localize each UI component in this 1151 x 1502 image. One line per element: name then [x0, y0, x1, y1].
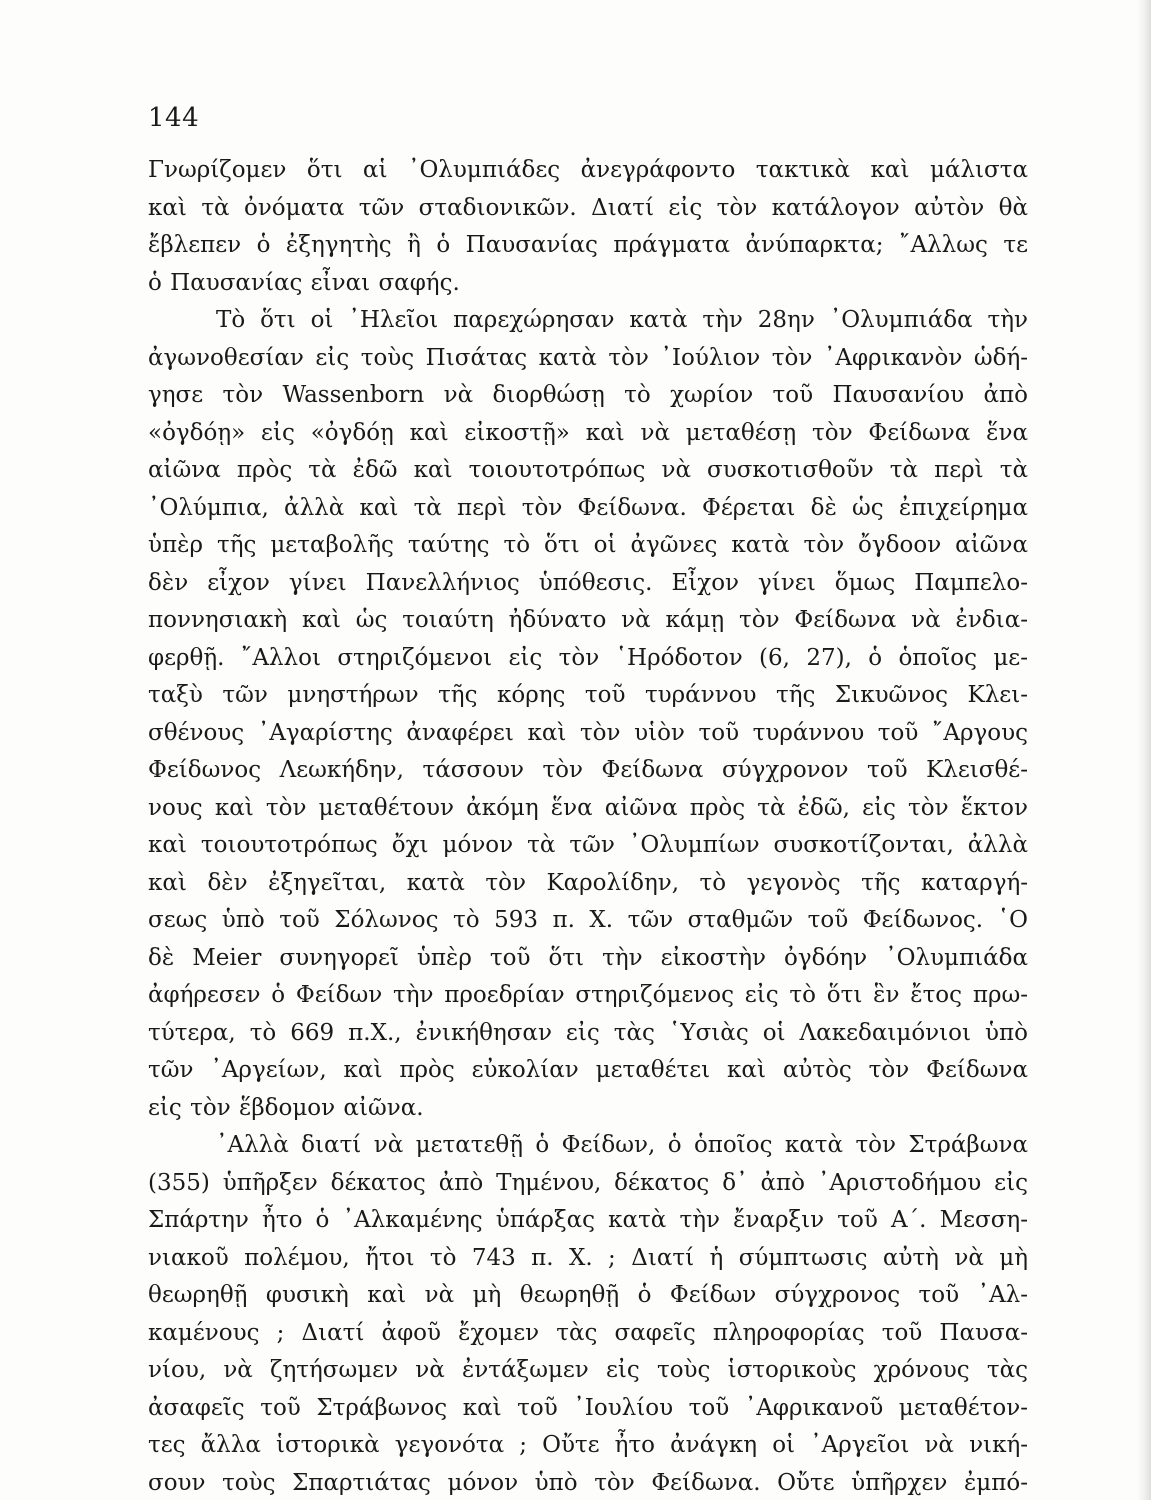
text-line: Φείδωνος Λεωκήδην, τάσσουν τὸν Φείδωνα σύγχρονον τοῦ Κλεισθέ-	[148, 752, 1028, 790]
text-line: θεωρηθῇ φυσικὴ καὶ νὰ μὴ θεωρηθῇ ὁ Φείδων σύγχρονος τοῦ ᾿Αλ-	[148, 1277, 1028, 1315]
text-line: ὑπὲρ τῆς μεταβολῆς ταύτης τὸ ὅτι οἱ ἀγῶνες κατὰ τὸν ὄγδοον αἰῶνα	[148, 527, 1028, 565]
text-line: ὁ Παυσανίας εἶναι σαφής.	[148, 265, 1028, 303]
text-line: ἀγωνοθεσίαν εἰς τοὺς Πισάτας κατὰ τὸν ᾿Ιούλιον τὸν ᾿Αφρικανὸν ὡδή-	[148, 340, 1028, 378]
text-line: ᾿Ολύμπια, ἀλλὰ καὶ τὰ περὶ τὸν Φείδωνα. Φέρεται δὲ ὡς ἐπιχείρημα	[148, 490, 1028, 528]
text-line: Σπάρτην ἦτο ὁ ᾿Αλκαμένης ὑπάρξας κατὰ τὴν ἔναρξιν τοῦ Α΄. Μεσση-	[148, 1202, 1028, 1240]
page-edge-shadow	[1137, 0, 1151, 1500]
text-line: Γνωρίζομεν ὅτι αἱ ᾿Ολυμπιάδες ἀνεγράφοντο τακτικὰ καὶ μάλιστα	[148, 152, 1028, 190]
text-line: σθένους ᾿Αγαρίστης ἀναφέρει καὶ τὸν υἱὸν τοῦ τυράννου τοῦ ῎Αργους	[148, 715, 1028, 753]
text-line: ᾿Αλλὰ διατί νὰ μετατεθῇ ὁ Φείδων, ὁ ὁποῖος κατὰ τὸν Στράβωνα	[148, 1127, 1028, 1165]
text-line: τες ἄλλα ἱστορικὰ γεγονότα ; Οὔτε ἦτο ἀνάγκη οἱ ᾿Αργεῖοι νὰ νική-	[148, 1427, 1028, 1465]
text-line: ἔβλεπεν ὁ ἐξηγητὴς ἢ ὁ Παυσανίας πράγματα ἀνύπαρκτα; ῎Αλλως τε	[148, 227, 1028, 265]
text-line: νίου, νὰ ζητήσωμεν νὰ ἐντάξωμεν εἰς τοὺς ἱστορικοὺς χρόνους τὰς	[148, 1352, 1028, 1390]
text-line: τῶν ᾿Αργείων, καὶ πρὸς εὐκολίαν μεταθέτει καὶ αὐτὸς τὸν Φείδωνα	[148, 1052, 1028, 1090]
text-line: τύτερα, τὸ 669 π.Χ., ἐνικήθησαν εἰς τὰς ῾Υσιὰς οἱ Λακεδαιμόνιοι ὑπὸ	[148, 1015, 1028, 1053]
text-line: δὲ Meier συνηγορεῖ ὑπὲρ τοῦ ὅτι τὴν εἰκοστὴν ὀγδόην ᾿Ολυμπιάδα	[148, 940, 1028, 978]
text-line: καὶ τὰ ὀνόματα τῶν σταδιονικῶν. Διατί εἰς τὸν κατάλογον αὐτὸν θὰ	[148, 190, 1028, 228]
text-line: δὲν εἶχον γίνει Πανελλήνιος ὑπόθεσις. Εἶχον γίνει ὅμως Παμπελο-	[148, 565, 1028, 603]
text-line: ταξὺ τῶν μνηστήρων τῆς κόρης τοῦ τυράννου τῆς Σικυῶνος Κλει-	[148, 677, 1028, 715]
text-line: ἀσαφεῖς τοῦ Στράβωνος καὶ τοῦ ᾿Ιουλίου τοῦ ᾿Αφρικανοῦ μεταθέτον-	[148, 1390, 1028, 1428]
text-line: φερθῇ. ῎Αλλοι στηριζόμενοι εἰς τὸν ῾Ηρόδοτον (6, 27), ὁ ὁποῖος με-	[148, 640, 1028, 678]
text-line: (355) ὑπῆρξεν δέκατος ἀπὸ Τημένου, δέκατος δ᾿ ἀπὸ ᾿Αριστοδήμου εἰς	[148, 1165, 1028, 1203]
page-number: 144	[148, 103, 199, 133]
text-line: ποννησιακὴ καὶ ὡς τοιαύτη ἠδύνατο νὰ κάμῃ τὸν Φείδωνα νὰ ἐνδια-	[148, 602, 1028, 640]
text-line: γησε τὸν Wassenborn νὰ διορθώσῃ τὸ χωρίον τοῦ Παυσανίου ἀπὸ	[148, 377, 1028, 415]
text-line: εἰς τὸν ἕβδομον αἰῶνα.	[148, 1090, 1028, 1128]
text-line: καὶ δὲν ἐξηγεῖται, κατὰ τὸν Καρολίδην, τὸ γεγονὸς τῆς καταργή-	[148, 865, 1028, 903]
text-line: καμένους ; Διατί ἀφοῦ ἔχομεν τὰς σαφεῖς πληροφορίας τοῦ Παυσα-	[148, 1315, 1028, 1353]
text-line: ἀφήρεσεν ὁ Φείδων τὴν προεδρίαν στηριζόμενος εἰς τὸ ὅτι ἓν ἔτος πρω-	[148, 977, 1028, 1015]
text-line: νους καὶ τὸν μεταθέτουν ἀκόμη ἕνα αἰῶνα πρὸς τὰ ἐδῶ, εἰς τὸν ἕκτον	[148, 790, 1028, 828]
text-line: «ὀγδόῃ» εἰς «ὀγδόῃ καὶ εἰκοστῇ» καὶ νὰ μεταθέσῃ τὸν Φείδωνα ἕνα	[148, 415, 1028, 453]
body-text	[148, 152, 1028, 1502]
text-line: καὶ τοιουτοτρόπως ὄχι μόνον τὰ τῶν ᾿Ολυμπίων συσκοτίζονται, ἀλλὰ	[148, 827, 1028, 865]
text-line: Τὸ ὅτι οἱ ᾿Ηλεῖοι παρεχώρησαν κατὰ τὴν 28ην ᾿Ολυμπιάδα τὴν	[148, 302, 1028, 340]
text-line: σεως ὑπὸ τοῦ Σόλωνος τὸ 593 π. Χ. τῶν σταθμῶν τοῦ Φείδωνος. ῾Ο	[148, 902, 1028, 940]
text-line: νιακοῦ πολέμου, ἤτοι τὸ 743 π. Χ. ; Διατί ἡ σύμπτωσις αὐτὴ νὰ μὴ	[148, 1240, 1028, 1278]
text-line: σουν τοὺς Σπαρτιάτας μόνον ὑπὸ τὸν Φείδωνα. Οὔτε ὑπῆρχεν ἐμπό-	[148, 1465, 1028, 1502]
text-line: αἰῶνα πρὸς τὰ ἐδῶ καὶ τοιουτοτρόπως νὰ συσκοτισθοῦν τὰ περὶ τὰ	[148, 452, 1028, 490]
